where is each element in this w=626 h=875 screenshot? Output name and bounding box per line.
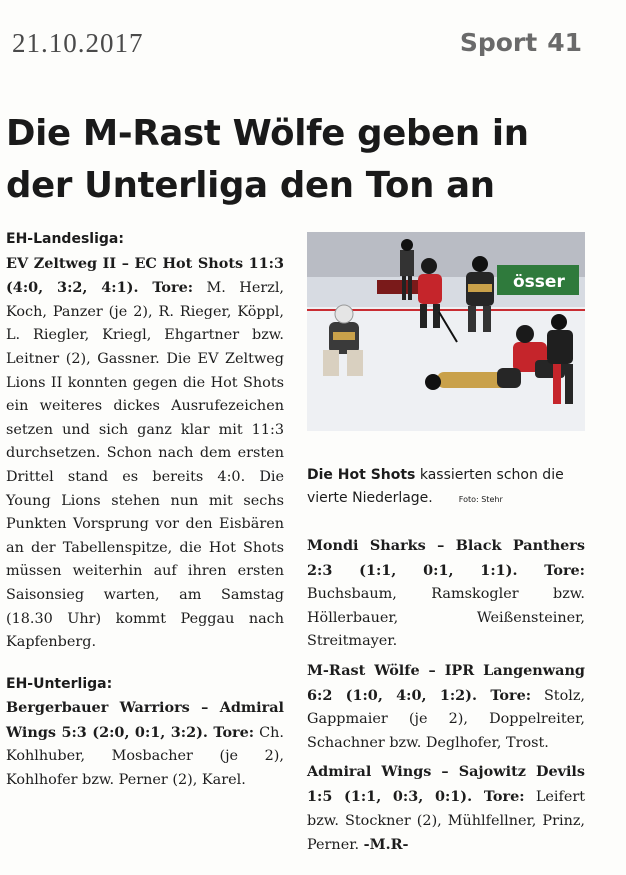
left-column — [6, 228, 284, 793]
game-result-heading: EV Zeltweg II – EC Hot Shots 11:3 (4:0, 3:2, 4:1). Tore: — [6, 254, 284, 297]
unterliga-game-2 — [307, 534, 585, 654]
hockey-scene-illustration — [307, 232, 585, 431]
game-scorers: Leifert bzw. Stockner (2), Mühlfellner, Prinz, Perner. — [307, 788, 585, 854]
game-result-heading: Bergerbauer Warriors – Admiral Wings 5:3 (2:0, 0:1, 3:2). Tore: — [6, 699, 284, 741]
author-signature: -M.R- — [363, 836, 409, 854]
game-report-text: M. Herzl, Koch, Panzer (je 2), R. Rieger, Köppl, L. Riegler, Kriegl, Ehgartner bzw. Leitner (2), Gassner. Die EV Zeltweg Lions II konnten gegen die Hot Shots ein weiteres dickes Ausrufezeichen setzen und sich ganz klar mit 11:3 durchsetzen. Schon nach dem ersten Drittel stand es bereits 4:0. Die Young Lions stehen nun mit sechs Punkten Vorsprung vor den Eisbären an der Tabellenspitze, die Hot Shots müssen weiterhin auf ihren ersten Saisonsieg warten, am Samstag (18.30 Uhr) kommt Peggau nach Kapfenberg. — [6, 280, 284, 651]
page-number: 41 — [547, 28, 582, 57]
page-header — [0, 0, 626, 92]
game-result-heading: M-Rast Wölfe – IPR Langenwang 6:2 (1:0, 4:0, 1:2). Tore: — [307, 661, 585, 704]
photo-credit: Foto: Stehr — [458, 495, 503, 504]
headline-line-2: der Unterliga den Ton an — [6, 165, 495, 206]
headline-line-1: Die M-Rast Wölfe geben in — [6, 113, 529, 154]
headline — [6, 108, 606, 212]
board-advert-text: össer — [513, 272, 565, 292]
game-scorers: Stolz, Gappmaier (je 2), Doppelreiter, Schachner bzw. Deglhofer, Trost. — [307, 687, 586, 751]
game-result-heading: Admiral Wings – Sajowitz Devils 1:5 (1:1, 0:3, 0:1). Tore: — [307, 763, 585, 805]
landesliga-game-report — [6, 252, 284, 655]
unterliga-game-4 — [307, 760, 585, 857]
unterliga-game-1 — [6, 696, 284, 792]
issue-date: 21.10.2017 — [12, 28, 144, 58]
caption-text: kassierten schon die vierte Niederlage. — [307, 467, 564, 506]
photo-caption — [307, 464, 585, 511]
right-column — [307, 534, 585, 858]
landesliga-label: EH-Landesliga: — [6, 231, 124, 247]
unterliga-label: EH-Unterliga: — [6, 675, 113, 692]
game-result-heading: Mondi Sharks – Black Panthers 2:3 (1:1, 0:1, 1:1). Tore: — [307, 537, 585, 579]
section-name: Sport — [459, 28, 538, 57]
game-scorers: Ch. Kohlhuber, Mosbacher (je 2), Kohlhofer bzw. Perner (2), Karel. — [6, 724, 284, 789]
game-scorers: Buchsbaum, Ramskogler bzw. Höllerbauer, Weißensteiner, Streitmayer. — [307, 586, 585, 650]
unterliga-game-3 — [307, 659, 585, 755]
section-label — [460, 28, 582, 57]
hockey-photo — [307, 232, 585, 431]
caption-emphasis: Die Hot Shots — [307, 467, 416, 483]
